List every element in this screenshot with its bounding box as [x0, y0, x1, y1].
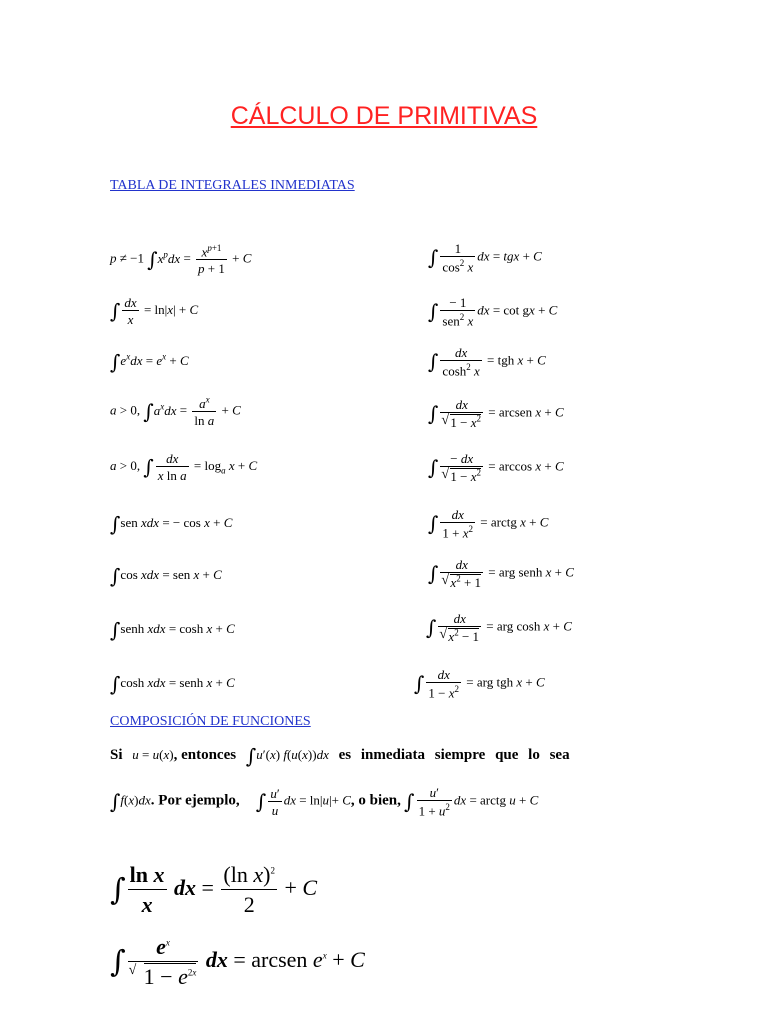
formula-tgh: ∫ $\frac{dx}{\cosh^2 x}$ = tgh x + C	[428, 345, 546, 379]
formula-cotg: ∫ $\frac{- 1}{sen^2 x}$ dx = cot gx + C	[428, 295, 558, 329]
composition-example: ∫f(x)dx. Por ejemplo, ∫ $\frac{u'}{u}$ dx = ln|u|+ C, o bien, ∫ $\frac{u'}{1 + u^2}$ dx = arctg u + C	[110, 785, 539, 819]
formula-loga: a > 0, ∫ $\frac{dx}{\text{x ln a}}$ = $\log_a x + C$	[110, 451, 258, 483]
formula-arctg: ∫ $\frac{dx}{1 + x^2}$ = arctg x + C	[428, 507, 549, 541]
formula-exp: $\int e^xdx = e^x + C$	[110, 350, 189, 374]
formula-arcsen: ∫ dx √ $1 - x^2$ = arcsen x + C	[428, 398, 564, 429]
formula-arccos: ∫ − dx √ $1 - x^2$ = arccos x + C	[428, 452, 564, 483]
section-heading-table[interactable]: TABLA DE INTEGRALES INMEDIATAS	[110, 178, 355, 193]
example-lnx: ∫ $\frac{\text{ln x}}{x}$ dx = $\frac{(\ln x)^2}{2}$ + C	[110, 862, 318, 917]
formula-cos: ∫cos xdx = sen x + C	[110, 564, 222, 588]
word-si: Si	[110, 746, 123, 763]
word-entonces: , entonces	[173, 746, 237, 763]
formula-log: ∫ $\frac{dx}{x}$ = ln|x| + C	[110, 295, 199, 327]
page-title: CÁLCULO DE PRIMITIVAS	[230, 102, 538, 130]
composition-sentence: Si u = u(x), entonces ∫u′(x) f(u(x))dx es inmediata siempre que lo sea	[110, 744, 570, 768]
formula-ax: a > 0, $\int a^xdx$ = $\frac{a^x}{\text{ln a}}$ + C	[110, 395, 241, 429]
formula-senh: ∫senh xdx = cosh x + C	[110, 618, 235, 642]
formula-sen: ∫sen xdx = − cos x + C	[110, 512, 233, 536]
word-o-bien: , o bien,	[350, 792, 401, 809]
formula-cosh: ∫cosh xdx = senh x + C	[110, 672, 235, 696]
word-inmediata: es inmediata siempre que lo sea	[338, 746, 570, 763]
formula-power: p ≠ −1 $\int x^pdx$ = $\frac{x^{p+1}}{p + 1}$ + C	[110, 243, 252, 277]
formula-argcosh: ∫ dx √ $x^2 - 1$ = arg cosh x + C	[426, 612, 572, 643]
section-heading-composition[interactable]: COMPOSICIÓN DE FUNCIONES	[110, 714, 311, 729]
formula-tg: ∫ $\frac{1}{\cos^2 x}$ dx = tgx + C	[428, 241, 542, 275]
formula-argtgh: ∫ $\frac{dx}{1 - x^2}$ = arg tgh x + C	[414, 667, 545, 701]
example-exp: ∫ $e^x$ √ $1 - e^{2x}$ dx = arcsen $e^x + C$	[110, 934, 365, 990]
word-por-ejemplo: . Por ejemplo,	[150, 792, 240, 809]
formula-argsenh: ∫ dx √ $x^2 + 1$ = arg senh x + C	[428, 558, 574, 589]
